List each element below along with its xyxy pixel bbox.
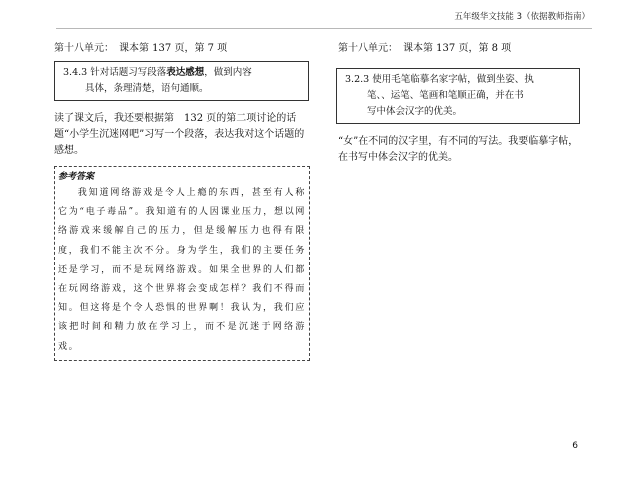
objective-text-prefix: 针对话题习写段落 [87,67,167,78]
task-text-right: “女”在不同的汉字里，有不同的写法。我要临摹字帖，在书写中体会汉字的优美。 [338,136,579,163]
objective-number: 3.4.3 [63,67,88,78]
objective-line2: 具体，条理清楚，语句通顺。 [85,83,209,94]
header-rule [56,28,592,29]
objective-text-suffix: ，做到内容 [204,67,252,78]
task-text-left: 读了课文后，我还要根据第 132 页的第二项讨论的话题“小学生沉迷网吧”习写一个段落，表达我对这个话题的感想。 [54,113,305,156]
unit-title-left: 第十八单元： 课本第 137 页，第 7 项 [54,43,228,54]
objective-line1: 使用毛笔临摹名家字帖，做到坐姿、执 [369,74,534,85]
left-column [54,40,311,361]
answer-title: 参考答案 [58,172,95,182]
page-number: 6 [572,441,578,451]
objective-line3: 写中体会汉字的优美。 [367,106,463,117]
answer-box [54,166,310,361]
objective-number: 3.2.3 [345,74,370,85]
page-header: 五年级华文技能 3（依据教师指南） [454,12,590,22]
answer-text: 我知道网络游戏是令人上瘾的东西，甚至有人称它为“电子毒品”。我知道有的人因课业压力，想以网络游戏来缓解自己的压力，但是缓解压力也得有限度，我们不能主次不分。身为学生，我们的主要任务还是学习，而不是玩网络游戏。如果全世界的人们都在玩网络游戏，这个世界将会变成怎样？我们不得而知。但这将是个令人恐惧的世界啊！我认为，我们应该把时间和精力放在学习上，而不是沉迷于网络游戏。 [58,188,306,352]
right-column [338,40,584,166]
objective-line2: 笔、、运笔、笔画和笔顺正确，并在书 [367,90,524,101]
unit-title-right: 第十八单元： 课本第 137 页，第 8 项 [338,43,512,54]
objective-box-left [54,61,309,101]
objective-text-bold: 表达感想 [166,67,205,78]
objective-box-right [336,68,580,124]
